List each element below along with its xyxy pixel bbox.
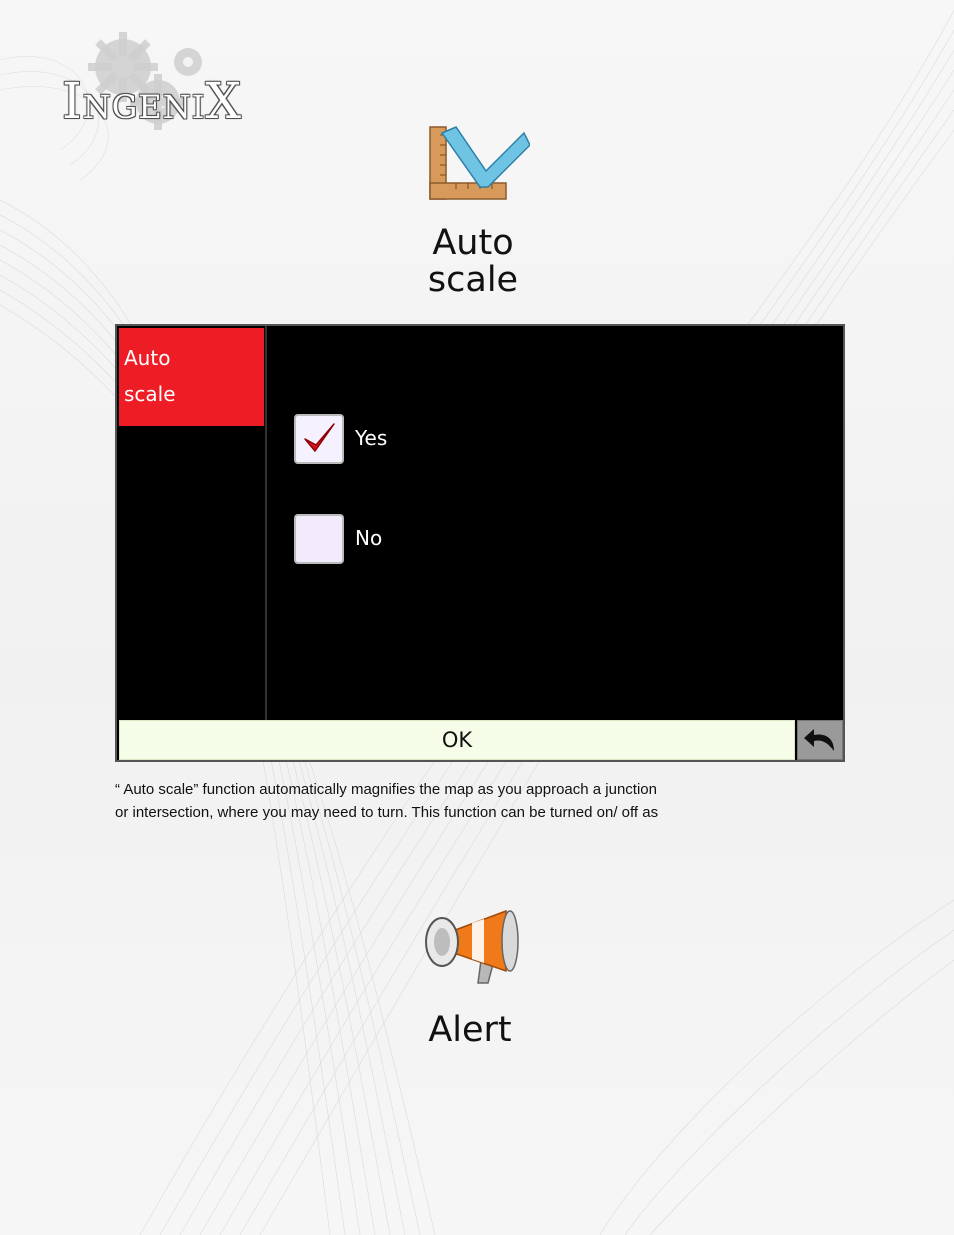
description-line-2: or intersection, where you may need to turn. This function can be turned on/ off as — [115, 804, 659, 821]
logo-wordmark: INGENIX — [62, 72, 242, 130]
autoscale-description — [115, 778, 815, 824]
back-button[interactable] — [797, 720, 843, 760]
no-option-label: No — [355, 526, 383, 550]
autoscale-dialog — [115, 324, 845, 762]
description-line-1: “ Auto scale” function automatically magnifies the map as you approach a junction — [115, 781, 657, 798]
no-checkbox[interactable] — [294, 514, 344, 564]
undo-arrow-icon — [798, 721, 842, 759]
checkmark-icon — [296, 416, 342, 462]
yes-option-label: Yes — [355, 426, 388, 450]
ingenix-logo — [28, 22, 278, 137]
ruler-square-icon — [428, 125, 530, 205]
autoscale-icon-label: Auto scale — [427, 223, 519, 300]
yes-checkbox[interactable] — [294, 414, 344, 464]
ok-button[interactable]: OK — [119, 720, 795, 760]
megaphone-icon — [422, 905, 520, 987]
sidebar-title: Auto scale — [119, 328, 264, 426]
alert-icon-label: Alert — [428, 1010, 512, 1050]
dialog-sidebar — [117, 326, 267, 720]
